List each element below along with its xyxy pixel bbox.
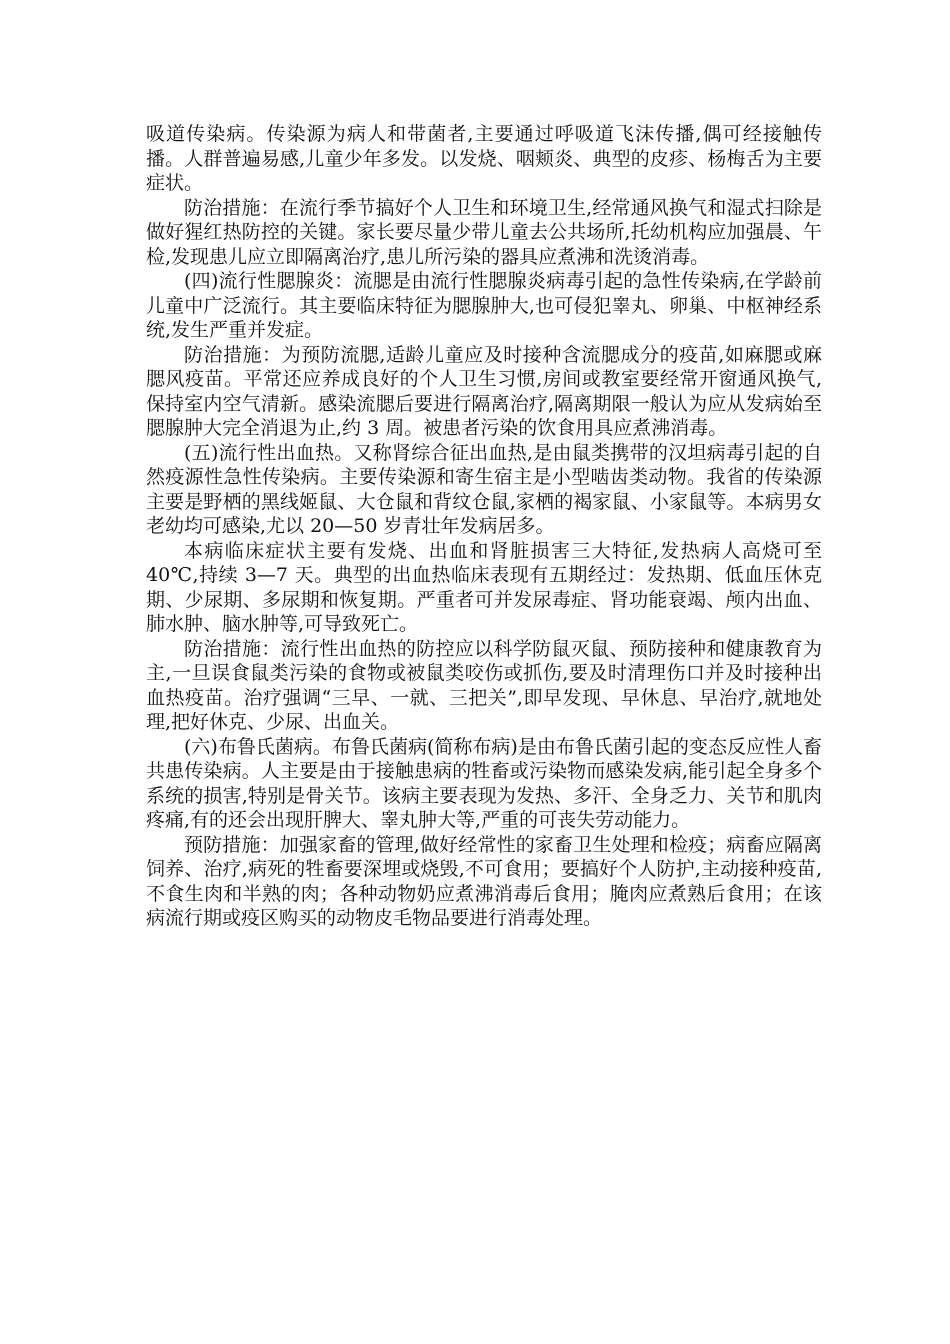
paragraph-brucellosis-prevention: 预防措施：加强家畜的管理,做好经常性的家畜卫生处理和检疫；病畜应隔离饲养、治疗,病死的牲畜要深埋或烧毁,不可食用；要搞好个人防护,主动接种疫苗,不食生肉和半熟的肉；各种动物奶应煮沸消毒后食用；腌肉应煮熟后食用；在该病流行期或疫区购买的动物皮毛物品要进行消毒处理。 <box>146 833 822 929</box>
paragraph-mumps-prevention: 防治措施：为预防流腮,适龄儿童应及时接种含流腮成分的疫苗,如麻腮或麻腮风疫苗。平常还应养成良好的个人卫生习惯,房间或教室要经常开窗通风换气,保持室内空气清新。感染流腮后要进行隔离治疗,隔离期限一般认为应从发病始至腮腺肿大完全消退为止,约 3 周。被患者污染的饮食用具应煮沸消毒。 <box>146 343 822 439</box>
paragraph-scarlet-fever-continued: 吸道传染病。传染源为病人和带菌者,主要通过呼吸道飞沫传播,偶可经接触传播。人群普遍易感,儿童少年多发。以发烧、咽颊炎、典型的皮疹、杨梅舌为主要症状。 <box>146 123 822 194</box>
paragraph-scarlet-fever-prevention: 防治措施：在流行季节搞好个人卫生和环境卫生,经常通风换气和湿式扫除是做好猩红热防控的关键。家长要尽量少带儿童去公共场所,托幼机构应加强晨、午检,发现患儿应立即隔离治疗,患儿所污染的器具应煮沸和洗烫消毒。 <box>146 196 822 268</box>
paragraph-hemorrhagic-fever: (五)流行性出血热。又称肾综合征出血热,是由鼠类携带的汉坦病毒引起的自然疫源性急性传染病。主要传染源和寄生宿主是小型啮齿类动物。我省的传染源主要是野栖的黑线姬鼠、大仓鼠和背纹仓鼠,家栖的褐家鼠、小家鼠等。本病男女老幼均可感染,尤以 20—50 岁青壮年发病居多。 <box>146 441 822 537</box>
paragraph-hemorrhagic-fever-prevention: 防治措施：流行性出血热的防控应以科学防鼠灭鼠、预防接种和健康教育为主,一旦误食鼠类污染的食物或被鼠类咬伤或抓伤,要及时清理伤口并及时接种出血热疫苗。治疗强调“三早、一就、三把关”,即早发现、早休息、早治疗,就地处理,把好休克、少尿、出血关。 <box>146 637 822 733</box>
paragraph-mumps: (四)流行性腮腺炎：流腮是由流行性腮腺炎病毒引起的急性传染病,在学龄前儿童中广泛流行。其主要临床特征为腮腺肿大,也可侵犯睾丸、卵巢、中枢神经系统,发生严重并发症。 <box>146 270 822 341</box>
body-text <box>146 122 822 931</box>
paragraph-brucellosis: (六)布鲁氏菌病。布鲁氏菌病(简称布病)是由布鲁氏菌引起的变态反应性人畜共患传染病。人主要是由于接触患病的牲畜或污染物而感染发病,能引起全身多个系统的损害,特别是骨关节。该病主要表现为发热、多汗、全身乏力、关节和肌肉疼痛,有的还会出现肝脾大、睾丸肿大等,严重的可丧失劳动能力。 <box>146 735 822 831</box>
paragraph-hemorrhagic-fever-symptoms: 本病临床症状主要有发烧、出血和肾脏损害三大特征,发热病人高烧可至 40℃,持续 3—7 天。典型的出血热临床表现有五期经过：发热期、低血压休克期、少尿期、多尿期和恢复期。严重者可并发尿毒症、肾功能衰竭、颅内出血、肺水肿、脑水肿等,可导致死亡。 <box>146 539 822 635</box>
